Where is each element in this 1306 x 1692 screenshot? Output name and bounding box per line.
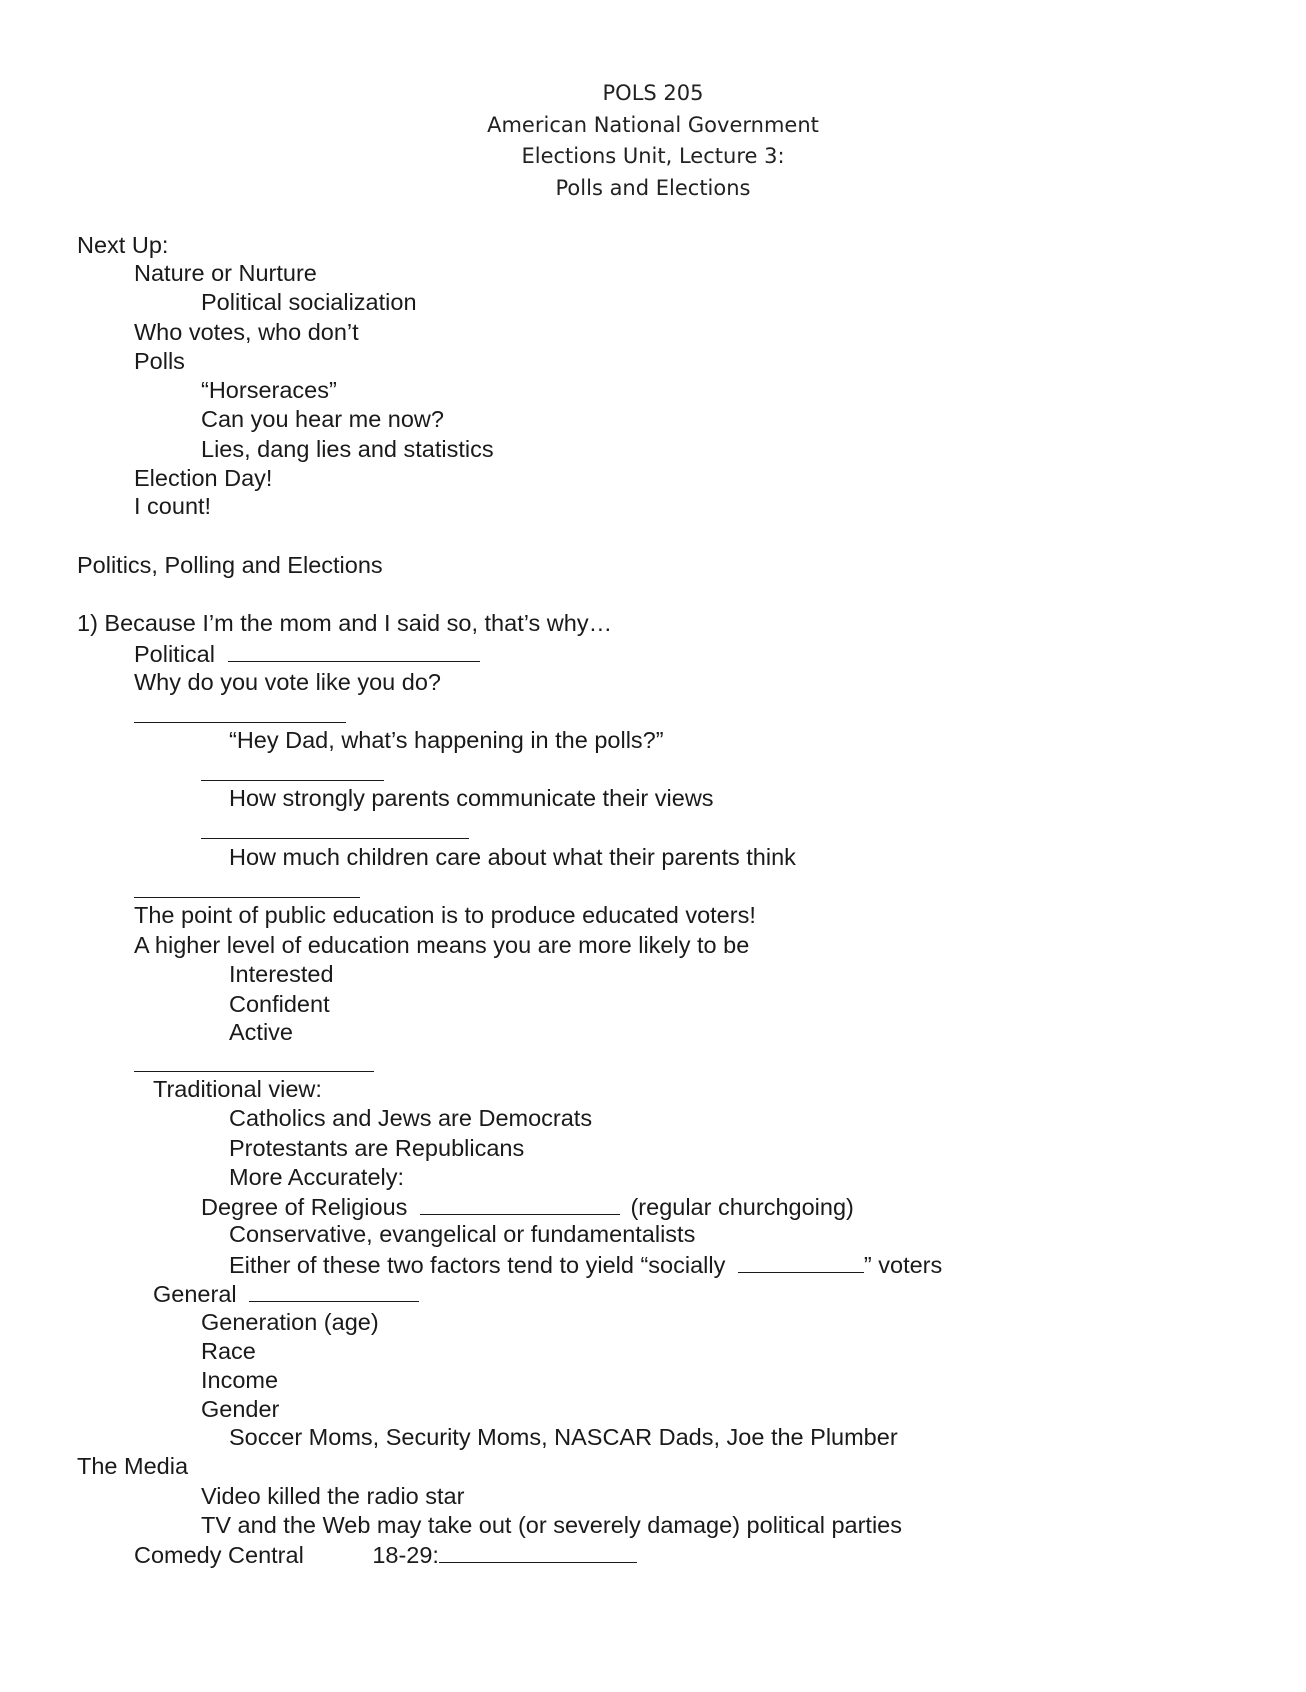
course-number: POLS 205 — [602, 81, 704, 105]
lecture-title: Polls and Elections — [555, 175, 751, 200]
section-heading: Politics, Polling and Elections — [77, 552, 383, 578]
outline-subitem: Can you hear me now? — [201, 406, 444, 432]
outline-item: Polls — [134, 348, 185, 374]
document-header — [0, 78, 1306, 204]
outline-subitem: Race — [201, 1338, 256, 1364]
outline-subitem: Gender — [201, 1396, 280, 1422]
outline-item: A higher level of education means you are more likely to be — [134, 932, 750, 958]
fill-in-line — [134, 639, 480, 668]
outline-item: Who votes, who don’t — [134, 319, 359, 345]
answer-blank — [738, 1250, 864, 1273]
outline-item: The point of public education is to produce educated voters! — [134, 902, 756, 928]
outline-subitem: Video killed the radio star — [201, 1483, 465, 1509]
outline-item: I count! — [134, 493, 212, 519]
fill-in-label: Degree of Religious — [201, 1194, 408, 1220]
outline-subitem: Income — [201, 1367, 279, 1393]
outline-subitem: Political socialization — [201, 289, 417, 315]
outline-subitem: “Horseraces” — [201, 377, 337, 403]
fill-in-line — [201, 1192, 854, 1221]
outline-subitem: How much children care about what their parents think — [229, 844, 796, 870]
outline-subitem: Catholics and Jews are Democrats — [229, 1105, 593, 1131]
outline-item: Nature or Nurture — [134, 260, 317, 286]
answer-blank — [249, 1279, 419, 1302]
answer-blank — [134, 897, 360, 898]
answer-blank — [201, 838, 469, 839]
outline-subitem: TV and the Web may take out (or severely damage) political parties — [201, 1512, 902, 1538]
fill-in-label: Either of these two factors tend to yield “socially — [229, 1252, 726, 1278]
answer-blank — [420, 1192, 620, 1215]
fill-in-note: (regular churchgoing) — [630, 1194, 854, 1220]
fill-in-line — [153, 1279, 419, 1308]
outline-heading: The Media — [77, 1453, 189, 1479]
point-heading: 1) Because I’m the mom and I said so, that’s why… — [77, 610, 613, 636]
outline-subitem: Conservative, evangelical or fundamentalists — [229, 1221, 696, 1247]
outline-item: Traditional view: — [153, 1076, 322, 1102]
outline-subitem: Soccer Moms, Security Moms, NASCAR Dads, Joe the Plumber — [229, 1424, 898, 1450]
next-up-heading: Next Up: — [77, 232, 169, 258]
answer-blank — [134, 1071, 374, 1072]
fill-in-note: ” voters — [863, 1252, 943, 1278]
age-range-label: 18-29: — [372, 1542, 439, 1568]
unit-title: Elections Unit, Lecture 3: — [521, 144, 785, 168]
answer-blank — [439, 1540, 637, 1563]
outline-subitem: How strongly parents communicate their views — [229, 785, 714, 811]
outline-subitem: Interested — [229, 961, 334, 987]
fill-in-line — [134, 1540, 637, 1569]
outline-subitem: Lies, dang lies and statistics — [201, 436, 494, 462]
fill-in-label: Political — [134, 641, 215, 667]
answer-blank — [201, 780, 384, 781]
outline-subitem: Generation (age) — [201, 1309, 379, 1335]
outline-subitem: “Hey Dad, what’s happening in the polls?” — [229, 727, 664, 753]
outline-subitem: Confident — [229, 991, 330, 1017]
outline-subitem: Active — [229, 1019, 293, 1045]
fill-in-label: Comedy Central — [134, 1542, 304, 1568]
answer-blank — [134, 722, 346, 723]
fill-in-line — [229, 1250, 942, 1279]
outline-subitem: Protestants are Republicans — [229, 1135, 525, 1161]
outline-subitem: More Accurately: — [229, 1164, 405, 1190]
fill-in-label: General — [153, 1281, 237, 1307]
course-title: American National Government — [487, 112, 819, 137]
question-text: Why do you vote like you do? — [134, 669, 441, 695]
outline-item: Election Day! — [134, 465, 273, 491]
answer-blank — [228, 639, 480, 662]
